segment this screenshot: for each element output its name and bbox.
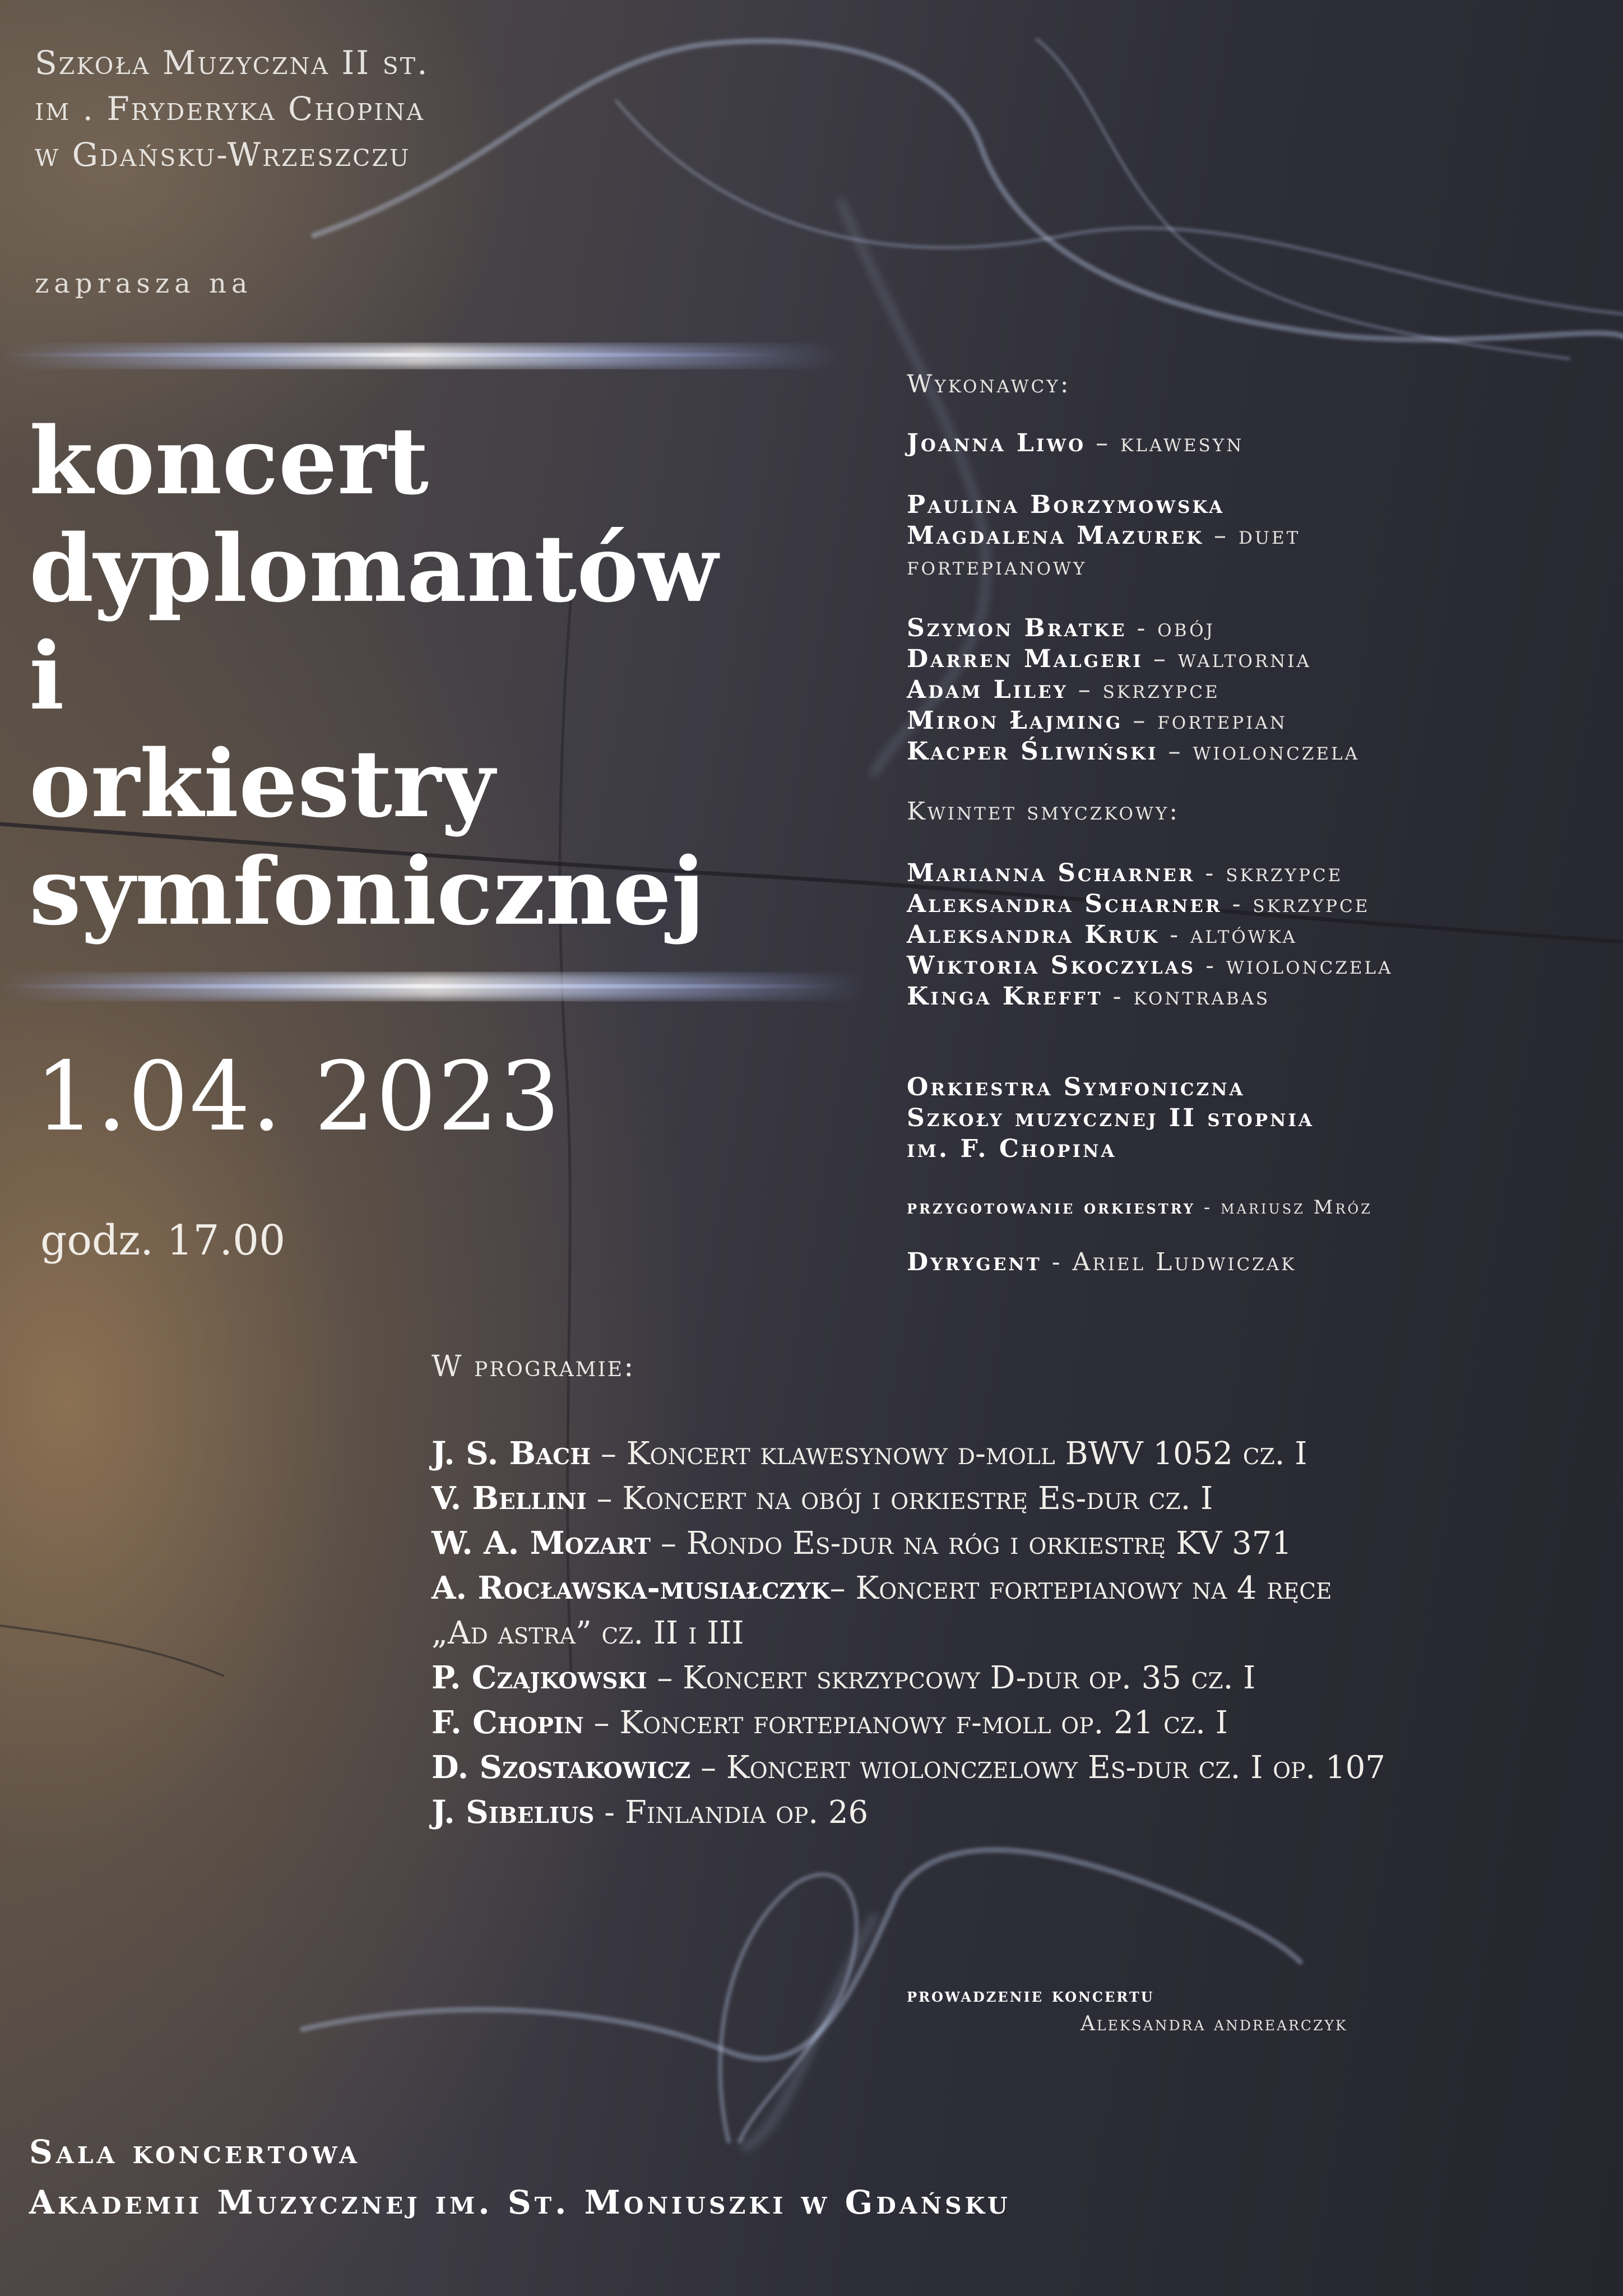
performer-role: – skrzypce	[1068, 675, 1220, 704]
soloist-row	[907, 429, 1244, 457]
performer-role: - skrzypce	[1195, 859, 1343, 887]
orchestra-name-line-3: im. F. Chopina	[907, 1135, 1117, 1163]
soloist-row	[907, 552, 1087, 581]
title-line-5: symfonicznej	[29, 837, 705, 946]
soloist-row	[907, 614, 1215, 642]
performer-role: - obój	[1126, 614, 1215, 642]
quintet-row	[907, 890, 1370, 918]
program-item	[432, 1480, 1213, 1517]
wall-crack	[560, 589, 572, 1682]
soloist-row	[907, 490, 1225, 519]
performer-name: Joanna Liwo	[907, 429, 1086, 457]
composer: V. Bellini	[432, 1480, 587, 1517]
quintet-row	[907, 982, 1270, 1011]
composer: P. Czajkowski	[432, 1659, 647, 1696]
venue-line-1: Sala koncertowa	[29, 2133, 360, 2171]
program-item	[432, 1704, 1228, 1741]
performer-name: Paulina Borzymowska	[907, 490, 1225, 519]
program-item	[432, 1659, 1255, 1696]
composer: D. Szostakowicz	[432, 1749, 691, 1786]
performer-name: Darren Malgeri	[907, 645, 1143, 673]
invite-text: zaprasza na	[35, 268, 253, 299]
orchestra-name-line-1: Orkiestra Symfoniczna	[907, 1073, 1245, 1101]
performer-name: Kinga Krefft	[907, 982, 1103, 1011]
performer-name: Wiktoria Skoczylas	[907, 951, 1196, 980]
work: – Rondo Es-dur na róg i orkiestrę KV 371	[651, 1525, 1292, 1562]
concert-time: godz. 17.00	[40, 1216, 286, 1265]
title-line-4: orkiestry	[29, 729, 495, 838]
performer-role: – fortepian	[1123, 706, 1287, 735]
work: - Finlandia op. 26	[594, 1794, 869, 1831]
program-item	[432, 1435, 1307, 1472]
quintet-heading: Kwintet smyczkowy:	[907, 797, 1180, 826]
host-label: prowadzenie koncertu	[907, 1984, 1154, 2007]
work: – Koncert fortepianowy na 4 ręce	[829, 1570, 1332, 1607]
program-item	[432, 1525, 1292, 1562]
program-item	[432, 1794, 868, 1831]
school-name-line-2: im . Fryderyka Chopina	[35, 90, 425, 128]
program-item	[432, 1614, 744, 1651]
composer: A. Rocławska-musiałczyk	[432, 1570, 830, 1607]
work: – Koncert skrzypcowy D-dur op. 35 cz. I	[647, 1660, 1256, 1696]
work: „Ad astra” cz. II i III	[432, 1615, 744, 1651]
performer-name: Kacper Śliwiński	[907, 737, 1158, 766]
quintet-row	[907, 859, 1343, 887]
orchestra-name-line-2: Szkoły muzycznej II stopnia	[907, 1104, 1314, 1132]
composer: F. Chopin	[432, 1704, 584, 1741]
school-name-line-3: w Gdańsku-Wrzeszczu	[35, 136, 411, 174]
performer-role: – wiolonczela	[1158, 737, 1360, 766]
light-flare	[0, 984, 841, 988]
venue-line-2: Akademii Muzycznej im. St. Moniuszki w Gdańsku	[29, 2183, 1011, 2221]
performer-role: fortepianowy	[907, 552, 1087, 581]
soloist-row	[907, 645, 1311, 673]
performer-name: Miron Łajming	[907, 706, 1123, 735]
composer: W. A. Mozart	[432, 1525, 651, 1562]
program-heading: W programie:	[432, 1350, 636, 1383]
title-line-3: i	[29, 622, 64, 730]
title-line-2: dyplomantów	[29, 514, 718, 623]
title-line-1: koncert	[29, 406, 429, 515]
quintet-row	[907, 920, 1297, 949]
composer: J. S. Bach	[432, 1435, 591, 1472]
performer-name: Aleksandra Kruk	[907, 920, 1160, 949]
performers-heading: Wykonawcy:	[907, 370, 1071, 399]
host-name: Aleksandra andrearczyk	[1081, 2012, 1348, 2035]
performer-role: – duet	[1204, 521, 1301, 550]
soloist-row	[907, 737, 1360, 766]
orchestra-preparation: przygotowanie orkiestry - mariusz Mróz	[907, 1196, 1372, 1219]
program-item	[432, 1570, 1332, 1607]
work: – Koncert wiolonczelowy Es-dur cz. I op. 107	[690, 1749, 1385, 1786]
soloist-row	[907, 521, 1300, 550]
performer-role: – waltornia	[1143, 645, 1311, 673]
performer-role: - skrzypce	[1222, 890, 1370, 918]
wall-crack	[0, 1626, 224, 1676]
soloist-row	[907, 706, 1287, 735]
performer-role: - wiolonczela	[1195, 951, 1393, 980]
quintet-row	[907, 951, 1393, 980]
composer: J. Sibelius	[432, 1794, 595, 1831]
work: – Koncert fortepianowy f-moll op. 21 cz. I	[583, 1705, 1228, 1741]
performer-role: - altówka	[1160, 920, 1297, 949]
soloist-row	[907, 675, 1220, 704]
performer-name: Aleksandra Scharner	[907, 890, 1222, 918]
light-flare	[0, 974, 869, 999]
performer-name: Marianna Scharner	[907, 859, 1195, 887]
school-name-line-1: Szkoła Muzyczna II st.	[35, 44, 429, 82]
light-flare	[0, 353, 785, 357]
performer-role: – klawesyn	[1086, 429, 1244, 457]
performer-name: Magdalena Mazurek	[907, 521, 1204, 550]
light-flare	[0, 345, 841, 367]
performer-role: - kontrabas	[1102, 982, 1270, 1011]
performer-name: Szymon Bratke	[907, 614, 1127, 642]
performer-name: Adam Liley	[907, 675, 1068, 704]
work: – Koncert klawesynowy d-moll BWV 1052 cz. I	[591, 1436, 1307, 1472]
program-item	[432, 1749, 1385, 1786]
concert-date: 1.04. 2023	[35, 1041, 562, 1152]
conductor: Dyrygent - Ariel Ludwiczak	[907, 1248, 1297, 1276]
work: – Koncert na obój i orkiestrę Es-dur cz. I	[586, 1480, 1213, 1517]
